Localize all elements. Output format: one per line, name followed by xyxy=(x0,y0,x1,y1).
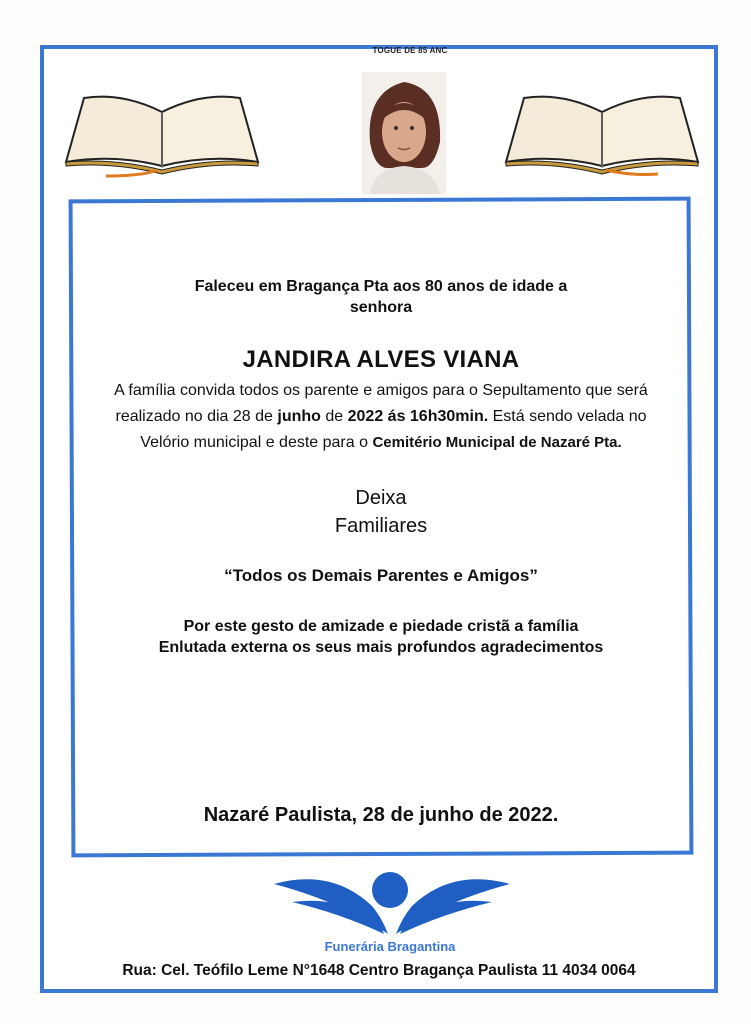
funeral-home-logo-icon xyxy=(272,862,512,946)
deceased-name: JANDIRA ALVES VIANA xyxy=(242,346,520,373)
deceased-portrait xyxy=(362,72,446,194)
funeral-date-time: 2022 ás 16h30min. xyxy=(347,408,489,425)
funeral-details-part: Está sendo velada no Velório municipal e deste para o xyxy=(140,408,647,451)
relatives-quote: “Todos os Demais Parentes e Amigos” xyxy=(224,566,538,585)
thanks-message: Por este gesto de amizade e piedade cristã a família Enlutada externa os seus mais profundos agradecimentos xyxy=(158,618,604,656)
place-and-date: Nazaré Paulista, 28 de junho de 2022. xyxy=(203,804,559,826)
funeral-details xyxy=(70,378,692,456)
photo-caption: TOGUE DE 85 ANC xyxy=(372,46,448,55)
funeral-home-name: Funerária Bragantina xyxy=(324,939,456,954)
death-announcement: Faleceu em Bragança Pta aos 80 anos de idade a senhora xyxy=(194,278,568,316)
cemetery-name: Cemitério Municipal de Nazaré Pta. xyxy=(372,434,622,451)
survivors xyxy=(70,484,692,540)
open-bible-right-icon xyxy=(502,78,702,178)
funeral-home-address: Rua: Cel. Teófilo Leme N°1648 Centro Bragança Paulista 11 4034 0064 xyxy=(122,962,636,979)
funeral-details-part: A família convida todos os parente e amigos para o Sepultamento que será realizado no dia 28 de xyxy=(114,382,648,425)
open-bible-left-icon xyxy=(62,78,262,178)
funeral-month: junho xyxy=(277,408,321,425)
survivors-label: Deixa xyxy=(355,487,407,509)
funeral-details-part: de xyxy=(320,408,348,425)
survivors-family: Familiares xyxy=(334,515,428,537)
